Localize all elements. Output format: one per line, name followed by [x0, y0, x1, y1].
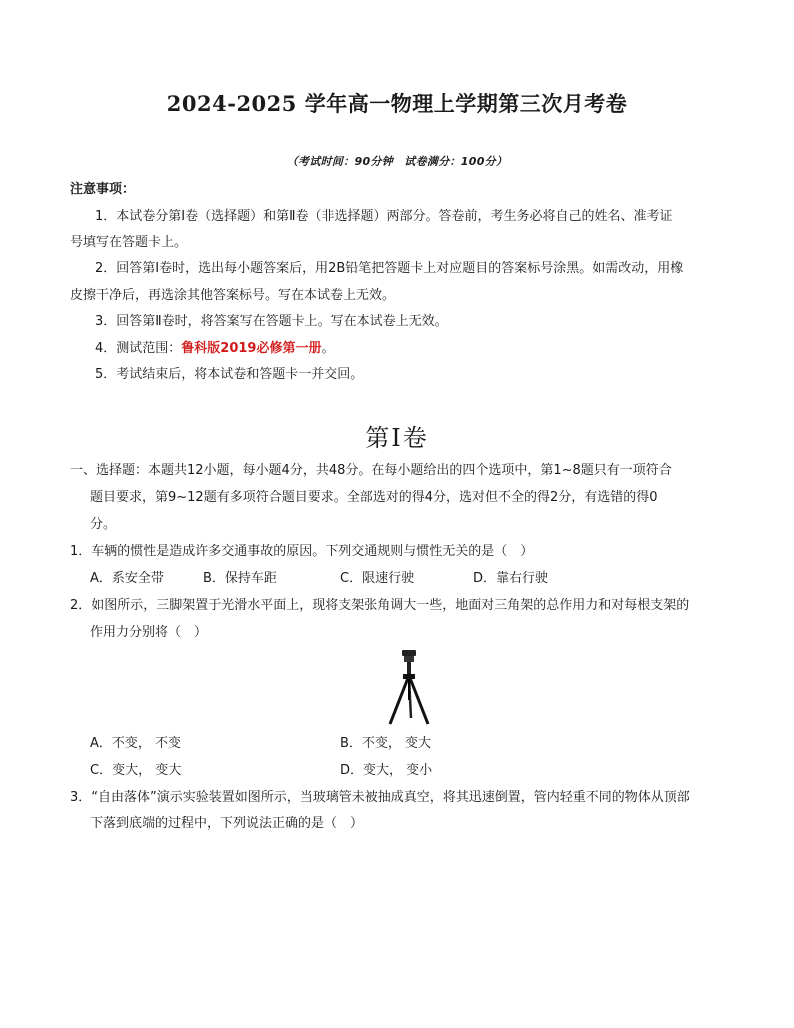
tripod-figure — [384, 648, 434, 726]
question-1-option-c: C．限速行驶 — [340, 571, 415, 586]
section-title: 第Ⅰ卷 — [365, 424, 429, 452]
notice-item-2-cont: 皮擦干净后，再选涂其他答案标号。写在本试卷上无效。 — [70, 288, 396, 303]
question-2-option-c: C．变大， 变大 — [90, 763, 182, 778]
notice-item-3: 3．回答第Ⅱ卷时，将答案写在答题卡上。写在本试卷上无效。 — [95, 314, 448, 329]
question-1-option-a: A．系安全带 — [90, 571, 164, 586]
section-intro-cont-2: 分。 — [90, 517, 117, 532]
question-2-stem: 2．如图所示，三脚架置于光滑水平面上，现将支架张角调大一些，地面对三角架的总作用力和对每根支架的 — [70, 598, 690, 613]
notice-item-4 — [95, 340, 334, 358]
question-1-option-d: D．靠右行驶 — [473, 571, 549, 586]
notice-item-4-suffix: 。 — [321, 341, 335, 356]
notice-item-1-cont: 号填写在答题卡上。 — [70, 235, 188, 250]
page-title: 2024-2025 学年高一物理上学期第三次月考卷 — [166, 91, 628, 116]
question-3-stem: 3．“自由落体”演示实验装置如图所示，当玻璃管未被抽成真空，将其迅速倒置，管内轻重不同的物体从顶部 — [70, 790, 690, 805]
notice-heading: 注意事项： — [70, 182, 136, 197]
section-intro: 一、选择题：本题共12小题，每小题4分，共48分。在每小题给出的四个选项中，第1~8题只有一项符合 — [70, 463, 672, 478]
question-1-option-b: B．保持车距 — [203, 571, 277, 586]
question-3-stem-cont: 下落到底端的过程中，下列说法正确的是（ ） — [90, 816, 364, 831]
notice-item-1: 1．本试卷分第Ⅰ卷（选择题）和第Ⅱ卷（非选择题）两部分。答卷前，考生务必将自己的姓名、准考证 — [95, 209, 673, 224]
question-2-option-a: A．不变， 不变 — [90, 736, 182, 751]
question-1-stem: 1．车辆的惯性是造成许多交通事故的原因。下列交通规则与惯性无关的是（ ） — [70, 544, 534, 559]
notice-item-5: 5．考试结束后，将本试卷和答题卡一并交回。 — [95, 367, 364, 382]
notice-item-4-prefix: 4．测试范围： — [95, 341, 182, 356]
section-intro-cont-1: 题目要求，第9~12题有多项符合题目要求。全部选对的得4分，选对但不全的得2分，有选错的得0 — [90, 490, 658, 505]
question-2-option-b: B．不变， 变大 — [340, 736, 432, 751]
question-2-option-d: D．变大， 变小 — [340, 763, 433, 778]
question-2-stem-cont: 作用力分别将（ ） — [90, 625, 208, 640]
exam-info: （考试时间：90分钟 试卷满分：100分） — [286, 155, 508, 168]
test-scope: 鲁科版2019必修第一册 — [181, 341, 322, 356]
notice-item-2: 2．回答第Ⅰ卷时，选出每小题答案后，用2B铅笔把答题卡上对应题目的答案标号涂黑。如需改动，用橡 — [95, 261, 684, 276]
